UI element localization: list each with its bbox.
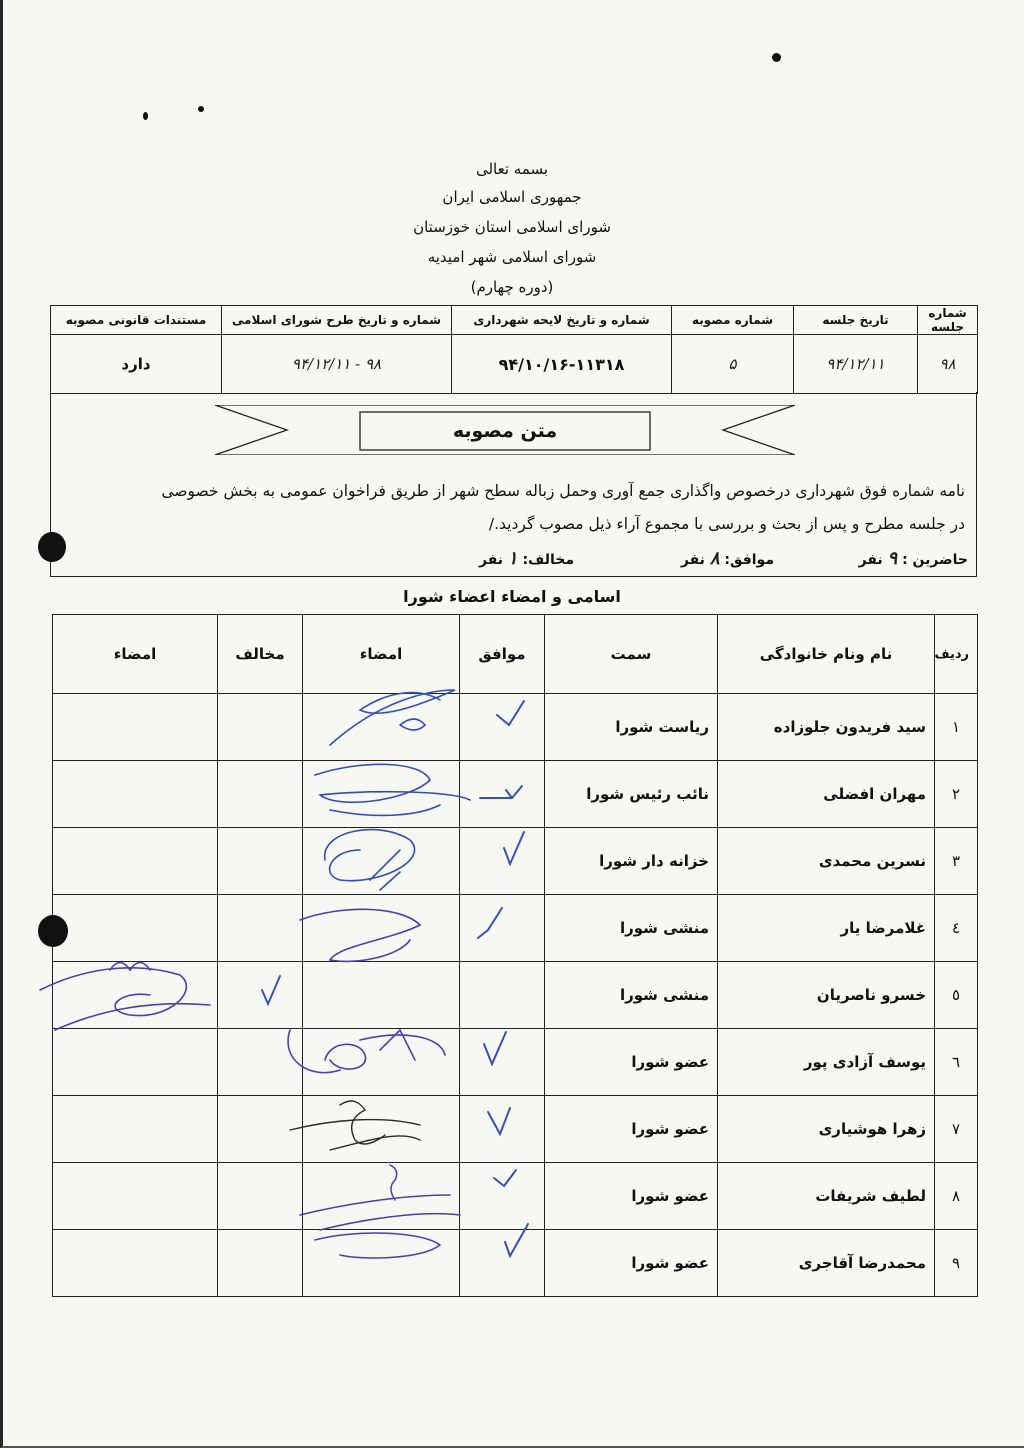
member-signature-cell	[303, 895, 460, 962]
vote-oppose-value: ۱	[507, 548, 518, 569]
vote-oppose	[479, 548, 574, 569]
member-position: نائب رئیس شورا	[545, 761, 718, 828]
member-name: نسرین محمدی	[718, 828, 935, 895]
resolution-text-line2: در جلسه مطرح و پس از بحث و بررسی با مجموع آراء ذیل مصوب گردید./	[488, 515, 965, 533]
member-name: محمدرضا آقاجری	[718, 1230, 935, 1297]
vote-present-value: ۹	[887, 548, 898, 569]
member-row	[53, 828, 978, 895]
scan-speck	[143, 112, 148, 120]
member-row	[53, 1230, 978, 1297]
vote-agree-unit: نفر	[680, 552, 705, 568]
member-number: ۲	[935, 761, 978, 828]
member-signature-cell	[303, 1230, 460, 1297]
member-row	[53, 1163, 978, 1230]
member-oppose-cell	[218, 828, 303, 895]
member-oppose-cell	[218, 761, 303, 828]
member-name: سید فریدون جلوزاده	[718, 694, 935, 761]
member-position: خزانه دار شورا	[545, 828, 718, 895]
member-signature-cell	[303, 1096, 460, 1163]
header-legal-documents: مستندات قانونی مصوبه	[51, 306, 222, 335]
vote-present-label: حاضرین :	[902, 552, 968, 568]
header-position: سمت	[545, 615, 718, 694]
member-name: غلامرضا یار	[718, 895, 935, 962]
member-signature2-cell	[53, 694, 218, 761]
member-position: عضو شورا	[545, 1096, 718, 1163]
member-signature2-cell	[53, 828, 218, 895]
member-number: ٦	[935, 1029, 978, 1096]
value-resolution-number: ۵	[672, 335, 794, 394]
member-agree-cell	[460, 1029, 545, 1096]
value-session-date: ۹۴/۱۲/۱۱	[794, 335, 918, 394]
header-agree: موافق	[460, 615, 545, 694]
member-position: ریاست شورا	[545, 694, 718, 761]
vote-agree-value: ۸	[709, 548, 720, 569]
member-number: ۹	[935, 1230, 978, 1297]
member-signature-cell	[303, 1163, 460, 1230]
header-plan-number-date: شماره و تاریخ طرح شورای اسلامی	[222, 306, 452, 335]
header-resolution-number: شماره مصوبه	[672, 306, 794, 335]
header-name: نام ونام خانوادگی	[718, 615, 935, 694]
member-name: یوسف آزادی پور	[718, 1029, 935, 1096]
vote-agree	[681, 548, 774, 569]
member-agree-cell	[460, 828, 545, 895]
member-oppose-cell	[218, 895, 303, 962]
member-name: خسرو ناصریان	[718, 962, 935, 1029]
member-number: ٤	[935, 895, 978, 962]
member-position: عضو شورا	[545, 1163, 718, 1230]
member-agree-cell	[460, 1230, 545, 1297]
member-signature-cell	[303, 1029, 460, 1096]
info-table	[50, 305, 978, 394]
member-number: ۷	[935, 1096, 978, 1163]
member-oppose-cell	[218, 1163, 303, 1230]
member-position: منشی شورا	[545, 962, 718, 1029]
member-row	[53, 895, 978, 962]
member-name: لطیف شریفات	[718, 1163, 935, 1230]
header-bismillah: بسمه تعالی	[475, 160, 549, 178]
header-oppose: مخالف	[218, 615, 303, 694]
member-number: ۱	[935, 694, 978, 761]
members-title: اسامی و امضاء اعضاء شورا	[403, 587, 621, 606]
header-signature: امضاء	[303, 615, 460, 694]
member-signature-cell	[303, 962, 460, 1029]
member-oppose-cell	[218, 1230, 303, 1297]
member-position: عضو شورا	[545, 1029, 718, 1096]
header-term: (دوره چهارم)	[470, 278, 554, 296]
member-position: عضو شورا	[545, 1230, 718, 1297]
member-row	[53, 761, 978, 828]
member-oppose-cell	[218, 694, 303, 761]
header-session-date: تاریخ جلسه	[794, 306, 918, 335]
member-agree-cell	[460, 895, 545, 962]
member-agree-cell	[460, 1163, 545, 1230]
member-signature2-cell	[53, 1230, 218, 1297]
value-bill-number-date: ۹۴/۱۰/۱۶-۱۱۳۱۸	[452, 335, 672, 394]
header-row: ردیف	[935, 615, 978, 694]
value-plan-number-date: ۹۸ - ۹۴/۱۲/۱۱	[222, 335, 452, 394]
member-signature2-cell	[53, 895, 218, 962]
value-legal-documents: دارد	[51, 335, 222, 394]
scan-speck	[772, 53, 781, 62]
member-signature-cell	[303, 828, 460, 895]
members-table	[52, 614, 978, 1297]
vote-present	[859, 548, 968, 569]
member-oppose-cell	[218, 1029, 303, 1096]
value-session-number: ۹۸	[918, 335, 978, 394]
member-row	[53, 1096, 978, 1163]
resolution-text-line1: نامه شماره فوق شهرداری درخصوص واگذاری جمع آوری وحمل زباله سطح شهر از طریق فراخوان عمومی به بخش خصوصی	[161, 482, 965, 500]
header-republic: جمهوری اسلامی ایران	[442, 188, 582, 206]
member-number: ۸	[935, 1163, 978, 1230]
member-row	[53, 962, 978, 1029]
member-signature-cell	[303, 761, 460, 828]
member-agree-cell	[460, 761, 545, 828]
member-signature-cell	[303, 694, 460, 761]
punch-hole	[38, 532, 66, 562]
member-row	[53, 1029, 978, 1096]
punch-hole	[38, 915, 68, 947]
member-number: ۳	[935, 828, 978, 895]
member-name: زهرا هوشیاری	[718, 1096, 935, 1163]
member-signature2-cell	[53, 1163, 218, 1230]
member-number: ٥	[935, 962, 978, 1029]
vote-oppose-unit: نفر	[478, 552, 504, 568]
member-signature2-cell	[53, 1029, 218, 1096]
vote-oppose-label: مخالف:	[522, 552, 574, 568]
member-signature2-cell	[53, 962, 218, 1029]
member-oppose-cell	[218, 962, 303, 1029]
member-row	[53, 694, 978, 761]
header-city-council: شورای اسلامی شهر امیدیه	[427, 248, 597, 266]
member-signature2-cell	[53, 761, 218, 828]
vote-agree-label: موافق:	[724, 552, 774, 568]
member-signature2-cell	[53, 1096, 218, 1163]
member-name: مهران افضلی	[718, 761, 935, 828]
resolution-title: متن مصوبه	[452, 420, 558, 442]
member-position: منشی شورا	[545, 895, 718, 962]
member-oppose-cell	[218, 1096, 303, 1163]
header-signature-2: امضاء	[53, 615, 218, 694]
member-agree-cell	[460, 694, 545, 761]
member-agree-cell	[460, 1096, 545, 1163]
header-bill-number-date: شماره و تاریخ لایحه شهرداری	[452, 306, 672, 335]
header-provincial-council: شورای اسلامی استان خوزستان	[413, 218, 611, 236]
vote-present-unit: نفر	[858, 552, 883, 568]
scan-speck	[198, 106, 204, 112]
header-session-number: شماره جلسه	[918, 306, 978, 335]
member-agree-cell	[460, 962, 545, 1029]
